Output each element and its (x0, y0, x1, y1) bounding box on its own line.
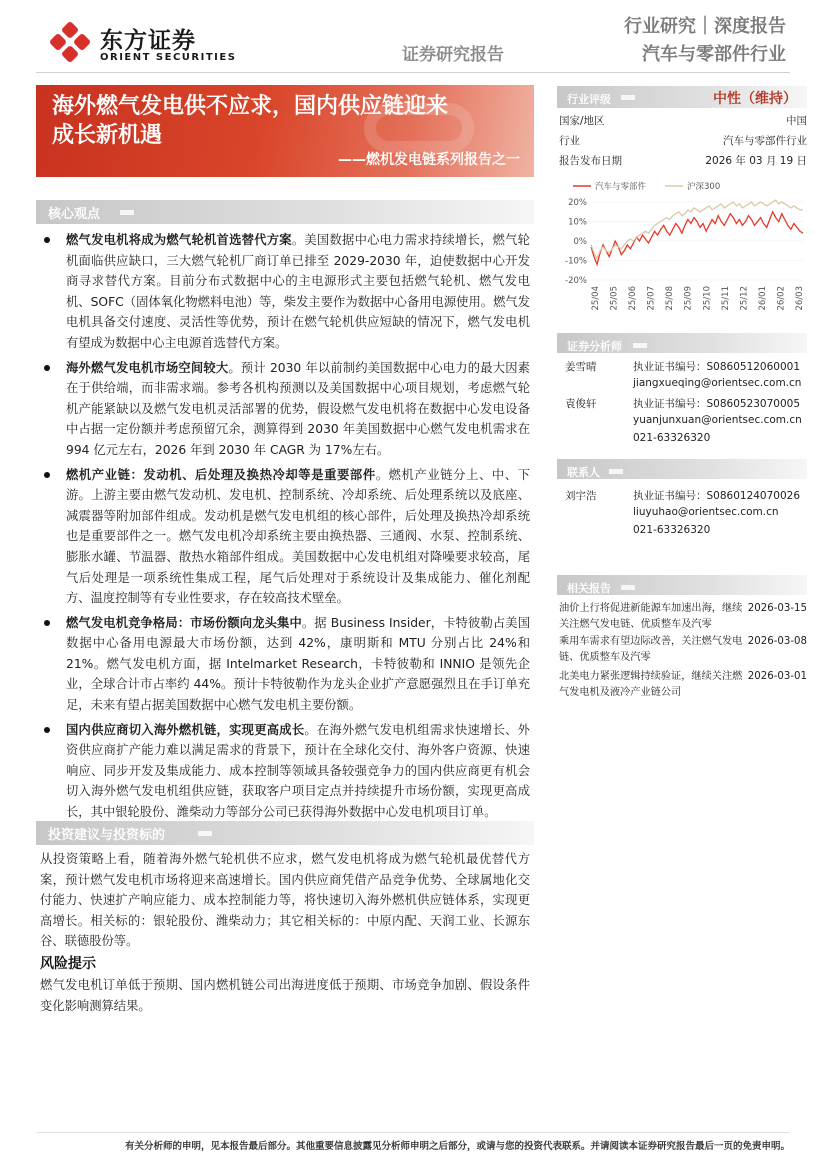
contact-email[interactable]: liuyuhao@orientsec.com.cn (633, 506, 779, 518)
x-tick-label: 25/04 (591, 286, 601, 311)
section-core-title: 核心观点 (48, 207, 101, 222)
x-tick-label: 25/07 (646, 286, 657, 311)
report-subtitle: ——燃机发电链系列报告之一 (338, 152, 520, 168)
info-row (559, 113, 807, 129)
section-deco-icon (633, 343, 647, 348)
x-tick-label: 25/08 (665, 286, 676, 311)
x-tick-label: 26/03 (795, 286, 805, 311)
bullet-lead: 海外燃气发电机市场空间较大 (66, 360, 229, 375)
x-tick-label: 25/11 (720, 286, 731, 311)
related-report-title: 油价上行将促进新能源车加速出海，继续关注燃气发电链、优质整车及汽零 (559, 603, 743, 630)
info-value: 汽车与零部件行业 (723, 135, 807, 147)
analysts-header (557, 333, 807, 353)
bullet-lead: 燃机产业链：发动机、后处理及换热冷却等是重要部件 (66, 467, 376, 482)
section-invest-header (36, 821, 534, 845)
header-divider (36, 72, 790, 73)
risk-title: 风险提示 (40, 956, 96, 972)
legend-label: 沪深300 (687, 182, 721, 192)
contact-entry (565, 488, 805, 544)
y-tick-label: 10% (568, 217, 587, 228)
report-title-line1: 海外燃气发电供不应求，国内供应链迎来 (52, 94, 449, 119)
related-report[interactable] (559, 634, 807, 666)
y-tick-label: 0% (573, 237, 587, 247)
logo-mark-icon (48, 20, 92, 64)
bullet-text: 。据 Business Insider，卡特彼勒占美国数据中心备用电源最大市场份额，达到 42%，康明斯和 MTU 分别占比 24%和 21%。燃气发电机方面，据 Intelmarket Research，卡特彼勒和 INNIO 是领先企业，全球合计市占率约 44%。预计卡特彼勒作为龙头企业扩产意愿强烈且在手订单充足，未来有望占据美国数据中心燃气发电机主要份额。 (66, 615, 530, 713)
footer-disclaimer: 有关分析师的申明，见本报告最后部分。其他重要信息披露见分析师申明之后部分，或请与您的投资代表联系。并请阅读本证券研究报告最后一页的免责申明。 (124, 1141, 790, 1152)
rating-header (557, 86, 807, 108)
bullet-lead: 国内供应商切入海外燃机链，实现更高成长 (66, 722, 305, 737)
contacts-title: 联系人 (567, 466, 600, 479)
legend-label: 汽车与零部件 (595, 182, 647, 192)
rating-label: 行业评级 (567, 93, 611, 106)
bullet-text: 。美国数据中心电力需求持续增长，燃气轮机面临供应缺口，三大燃气轮机厂商订单已排至 2029-2030 年，迫使数据中心开发商寻求替代方案。目前分布式数据中心的主电源形式主要包括燃气轮机、燃气发电机、SOFC（固体氧化物燃料电池）等，柴发主要作为数据中心备用电源使用。燃气发电机具备交付速度、灵活性等优势，预计在燃气轮机供应短缺的情况下，燃气发电机有望成为数据中心主电源首选替代方案。 (66, 233, 530, 350)
x-tick-label: 26/01 (757, 286, 768, 311)
related-report-date: 2026-03-08 (747, 636, 807, 647)
brand-logo (48, 20, 237, 70)
section-deco-icon (609, 469, 623, 474)
y-tick-label: -10% (565, 256, 587, 267)
contact-name: 刘宇浩 (565, 490, 597, 502)
info-key: 国家/地区 (559, 115, 605, 127)
x-tick-label: 25/06 (628, 286, 639, 311)
performance-chart (557, 178, 807, 318)
x-tick-label: 25/10 (702, 286, 713, 311)
x-tick-label: 25/12 (739, 286, 750, 311)
bullet-item (40, 230, 530, 354)
analysts-title: 证券分析师 (567, 340, 622, 353)
invest-text: 从投资策略上看，随着海外燃气轮机供不应求，燃气发电机将成为燃气轮机最优替代方案，预计燃气发电机市场将迎来高速增长。国内供应商凭借产品竞争优势、全球属地化交付能力、快速扩产响应能力、成本控制能力等，将快速切入海外燃机供应链体系，实现更高增长。相关标的：银轮股份、潍柴动力；其它相关标的：中原内配、天润工业、长源东谷、联德股份等。 (40, 852, 530, 949)
core-bullets (40, 230, 530, 827)
related-report-date: 2026-03-01 (747, 671, 807, 682)
report-title-line2: 成长新机遇 (52, 123, 163, 148)
bullet-item (40, 465, 530, 609)
industry-label: 汽车与零部件行业 (642, 44, 786, 65)
analyst-email[interactable]: jiangxueqing@orientsec.com.cn (633, 377, 802, 389)
info-value: 2026 年 03 月 19 日 (705, 155, 807, 167)
bullet-text: 。预计 2030 年以前制约美国数据中心电力的最大因素在于供给端，而非需求端。参考各机构预测以及美国数据中心项目规划，考虑燃气轮机产能紧缺以及燃气发电机灵活部署的优势，假设燃气发电机将在数据中心发电设备中占据一定份额并考虑预留冗余，测算得到 2030 年美国数据中心燃气发电机需求在 994 亿元左右，2026 年到 2030 年 CAGR 为 17%左右。 (66, 360, 530, 457)
related-report-date: 2026-03-15 (747, 603, 807, 614)
section-deco-icon (198, 831, 212, 836)
info-row (559, 133, 807, 149)
info-row (559, 153, 807, 169)
x-tick-label: 25/09 (683, 286, 694, 311)
rating-value: 中性（维持） (713, 91, 797, 107)
footer-divider (36, 1132, 790, 1133)
related-report-title: 北美电力紧张逻辑持续验证，继续关注燃气发电机及液冷产业链公司 (559, 671, 743, 698)
risk-text: 燃气发电机订单低于预期、国内燃机链公司出海进度低于预期、市场竞争加剧、假设条件变化影响测算结果。 (40, 978, 530, 1013)
contacts-header (557, 459, 807, 479)
related-title: 相关报告 (567, 582, 611, 595)
section-deco-icon (621, 585, 635, 590)
section-deco-icon (120, 210, 134, 215)
brand-name-cn: 东方证券 (100, 28, 196, 54)
related-report[interactable] (559, 601, 807, 633)
analyst-name: 袁俊轩 (565, 398, 597, 410)
bullet-item (40, 720, 530, 823)
analyst-entry (565, 396, 805, 452)
bullet-item (40, 358, 530, 461)
brand-name-en: ORIENT SECURITIES (100, 52, 237, 63)
title-banner (36, 85, 534, 177)
doc-type: 证券研究报告 (402, 45, 504, 65)
series-line (591, 200, 803, 258)
analyst-cert: 执业证书编号：S0860523070005 (633, 398, 801, 410)
section-invest-title: 投资建议与投资标的 (48, 828, 166, 843)
bullet-text: 。燃机产业链分上、中、下游。上游主要由燃气发动机、发电机、控制系统、冷却系统、后处理系统以及底座、减震器等附加部件组成。发动机是燃气发电机组的核心部件，后处理及换热冷却系统也是重要部件之一。燃气发电机冷却系统主要由换热器、三通阀、水泵、控制系统、膨胀水罐、节温器、散热水箱部件组成。美国数据中心发电机组对降噪要求较高，尾气后处理是一项系统性集成工程，尾气后处理对于系统设计及集成能力、催化剂配方、温度控制等有专业性要求，存在较高技术壁垒。 (66, 467, 530, 606)
info-key: 报告发布日期 (559, 155, 622, 167)
related-header (557, 575, 807, 595)
analyst-phone: 021-63326320 (633, 432, 711, 444)
related-report-title: 乘用车需求有望边际改善，关注燃气发电链、优质整车及汽零 (559, 636, 743, 663)
bullet-item (40, 613, 530, 716)
info-value: 中国 (786, 115, 807, 127)
x-tick-label: 25/05 (609, 286, 620, 311)
bullet-text: 。在海外燃气发电机组需求快速增长、外资供应商扩产能力难以满足需求的背景下，预计在全球化交付、海外客户资源、快速响应、同步开发及集成能力、成本控制等领域具备较强竞争力的国内供应商更有机会切入海外燃气发电机组供应链，获取客户项目定点并持续提升市场份额，实现更高成长，其中银轮股份、潍柴动力等部分公司已获得海外数据中心发电机项目订单。 (66, 722, 530, 820)
contact-cert: 执业证书编号：S0860124070026 (633, 490, 801, 502)
info-key: 行业 (559, 135, 580, 147)
series-line (591, 212, 803, 265)
bullet-lead: 燃气发电机竞争格局：市场份额向龙头集中 (66, 615, 302, 630)
analyst-name: 姜雪晴 (565, 361, 597, 373)
contact-phone: 021-63326320 (633, 524, 711, 536)
analyst-cert: 执业证书编号：S0860512060001 (633, 361, 801, 373)
section-deco-icon (621, 95, 635, 100)
analyst-email[interactable]: yuanjunxuan@orientsec.com.cn (633, 414, 802, 426)
bullet-lead: 燃气发电机将成为燃气轮机首选替代方案 (66, 233, 292, 247)
related-report[interactable] (559, 669, 807, 701)
section-core-header (36, 200, 534, 224)
y-tick-label: -20% (565, 276, 587, 286)
report-kind: 行业研究｜深度报告 (624, 16, 786, 37)
y-tick-label: 20% (568, 198, 587, 208)
x-tick-label: 26/02 (776, 286, 787, 311)
